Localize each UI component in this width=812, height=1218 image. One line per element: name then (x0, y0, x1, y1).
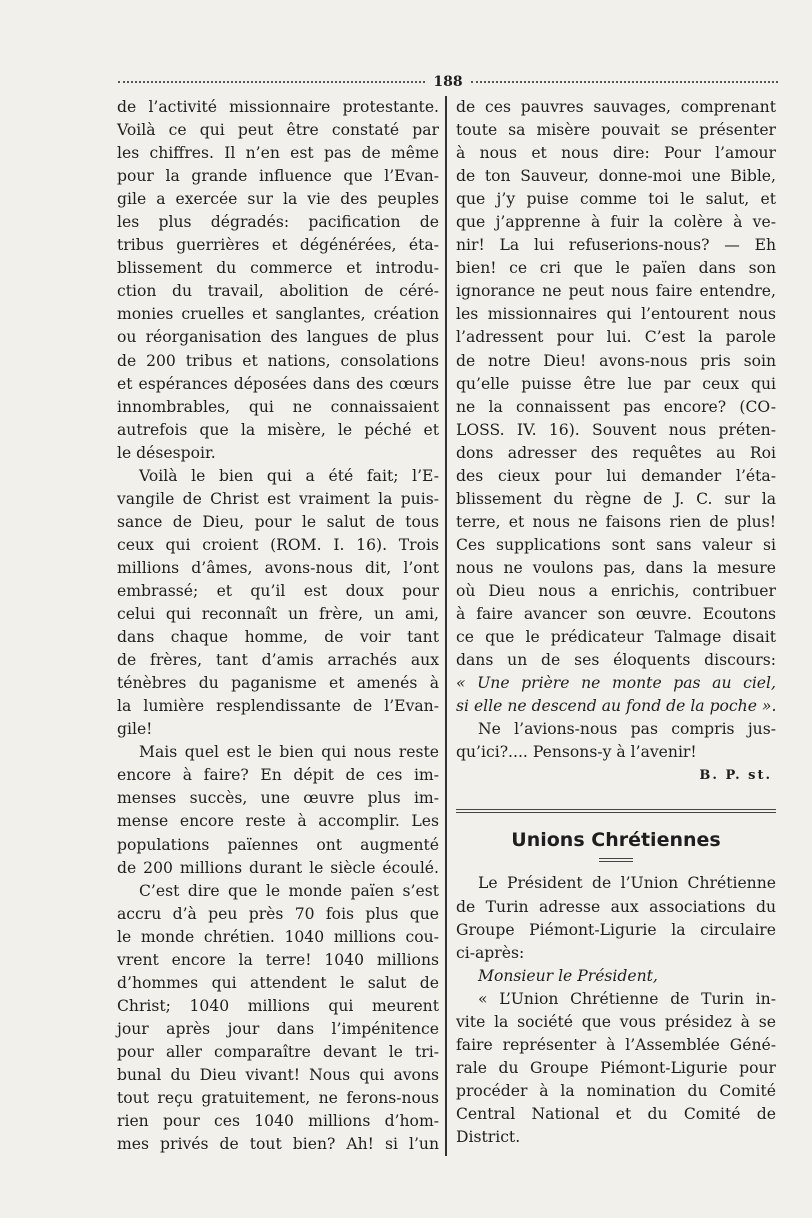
text-line: tribus guerrières et dégénérées, éta- (117, 236, 439, 255)
column-divider (445, 96, 447, 1156)
text-line: jour après jour dans l’impénitence (117, 1019, 439, 1038)
header-rule-right (471, 81, 778, 83)
page-number: 188 (433, 74, 463, 90)
text-line: rale du Groupe Piémont-Ligurie pour (456, 1058, 776, 1077)
text-line: ne la connaissent pas encore? (CO- (456, 397, 776, 416)
text-line: pour aller comparaître devant le tri- (117, 1042, 439, 1061)
text-line: qu’elle puisse être lue par ceux qui (456, 374, 776, 393)
text-line: blissement du commerce et introdu- (117, 259, 439, 278)
text-line: rien pour ces 1040 millions d’hom- (117, 1112, 439, 1131)
text-line: Voilà ce qui peut être constaté par (117, 121, 439, 140)
text-line: ction du travail, abolition de céré- (117, 282, 439, 301)
text-line: celui qui reconnaît un frère, un ami, (117, 605, 439, 624)
text-line: qu’ici?.... Pensons-y à l’avenir! (456, 743, 697, 762)
paragraph (456, 872, 776, 964)
text-line: Groupe Piémont-Ligurie la circulaire (456, 920, 776, 939)
text-line: d’hommes qui attendent le salut de (117, 973, 439, 992)
text-line: toute sa misère pouvait se présenter (456, 121, 776, 140)
paragraph (456, 965, 776, 988)
quote-line: « Une prière ne monte pas au ciel, (456, 674, 776, 693)
text-line: de 200 millions durant le siècle écoulé. (117, 858, 439, 877)
page-header (118, 74, 778, 90)
text-line: dans chaque homme, de voir tant (117, 628, 439, 647)
text-line: mense encore reste à accomplir. Les (117, 812, 439, 831)
paragraph (117, 96, 439, 465)
text-line: Le Président de l’Union Chrétienne (478, 874, 776, 893)
salutation: Monsieur le Président, (478, 966, 658, 985)
section-separator (456, 809, 776, 813)
text-line: de 200 tribus et nations, consolations (117, 351, 439, 370)
text-line: de Turin adresse aux associations du (456, 897, 776, 916)
text-line: et espérances déposées dans des cœurs (117, 374, 439, 393)
text-line: ce que le prédicateur Talmage disait (456, 628, 776, 647)
text-line: le désespoir. (117, 443, 216, 462)
text-line: nous ne voulons pas, dans la mesure (456, 558, 776, 577)
text-line: sance de Dieu, pour le salut de tous (117, 512, 439, 531)
paragraph (117, 880, 439, 1157)
text-line: de ton Sauveur, donne-moi une Bible, (456, 167, 776, 186)
text-line: ténèbres du paganisme et amenés à (117, 674, 439, 693)
text-line: terre, et nous ne faisons rien de plus! (456, 512, 776, 531)
text-line: faire représenter à l’Assemblée Géné- (456, 1035, 776, 1054)
text-line: procéder à la nomination du Comité (456, 1081, 776, 1100)
section-title: Unions Chrétiennes (511, 829, 721, 852)
paragraph (456, 988, 776, 1149)
text-line: à nous et nous dire: Pour l’amour (456, 144, 776, 163)
text-line: Mais quel est le bien qui nous reste (139, 743, 439, 762)
text-line: bien! ce cri que le païen dans son (456, 259, 776, 278)
text-line: tout reçu gratuitement, ne ferons-nous (117, 1089, 439, 1108)
text-line: ignorance ne peut nous faire entendre, (456, 282, 776, 301)
text-line: menses succès, une œuvre plus im- (117, 789, 439, 808)
text-line: LOSS. IV. 16). Souvent nous préten- (456, 420, 776, 439)
text-line: le monde chrétien. 1040 millions cou- (117, 927, 439, 946)
text-line: Voilà le bien qui a été fait; l’E- (139, 466, 439, 485)
text-line: accru d’à peu près 70 fois plus que (117, 904, 439, 923)
text-line: blissement du règne de J. C. sur la (456, 489, 776, 508)
paragraph (117, 465, 439, 742)
header-rule-left (118, 81, 425, 83)
text-line: de ces pauvres sauvages, comprenant (456, 98, 776, 116)
text-line: des cieux pour lui demander l’éta- (456, 466, 776, 485)
text-line: monies cruelles et sanglantes, création (117, 305, 439, 324)
title-rule (599, 858, 633, 862)
text-line: ci-après: (456, 943, 525, 962)
text-line: populations païennes ont augmenté (117, 835, 439, 854)
text-line: bunal du Dieu vivant! Nous qui avons (117, 1065, 439, 1084)
text-line: les chiffres. Il n’en est pas de même (117, 144, 439, 163)
text-line: autrefois que la misère, le péché et (117, 420, 439, 439)
text-line: Ces supplications sont sans valeur si (456, 535, 776, 554)
text-line: nir! La lui refuserions-nous? — Eh (456, 236, 776, 255)
text-line: vite la société que vous présidez à se (456, 1012, 776, 1031)
quote-line: si elle ne descend au fond de la poche ». (456, 697, 777, 716)
paragraph (456, 718, 776, 764)
text-line: gile a exercée sur la vie des peuples (117, 190, 439, 209)
signature: B. P. st. (699, 768, 772, 784)
text-line: Christ; 1040 millions qui meurent (117, 996, 439, 1015)
text-line: District. (456, 1127, 521, 1146)
text-line: innombrables, qui ne connaissaient (117, 397, 439, 416)
text-line: les missionnaires qui l’entourent nous (456, 305, 776, 324)
text-line: millions d’âmes, avons-nous dit, l’ont (117, 558, 439, 577)
text-line: « L’Union Chrétienne de Turin in- (478, 989, 776, 1008)
text-line: embrassé; et qu’il est doux pour (117, 581, 439, 600)
text-line: C’est dire que le monde païen s’est (139, 881, 439, 900)
text-line: dans un de ses éloquents discours: (456, 651, 776, 670)
right-column (456, 96, 776, 1149)
text-line: de frères, tant d’amis arrachés aux (117, 651, 439, 670)
text-line: dons adresser des requêtes au Roi (456, 443, 776, 462)
text-line: Ne l’avions-nous pas compris jus- (478, 720, 776, 739)
text-line: l’adressent pour lui. C’est la parole (456, 328, 776, 347)
text-line: ou réorganisation des langues de plus (117, 328, 439, 347)
text-line: ceux qui croient (ROM. I. 16). Trois (117, 535, 439, 554)
text-line: à faire avancer son œuvre. Ecoutons (456, 605, 776, 624)
paragraph (456, 96, 776, 718)
left-column (117, 96, 439, 1156)
text-line: vrent encore la terre! 1040 millions (117, 950, 439, 969)
text-line: que j’y puise comme toi le salut, et (456, 190, 776, 209)
text-line: pour la grande influence que l’Evan- (117, 167, 439, 186)
text-line: encore à faire? En dépit de ces im- (117, 766, 439, 785)
text-line: vangile de Christ est vraiment la puis- (117, 489, 439, 508)
text-line: mes privés de tout bien? Ah! si l’un (117, 1135, 439, 1154)
text-line: où Dieu nous a enrichis, contribuer (456, 581, 776, 600)
paragraph (117, 741, 439, 879)
text-line: la lumière resplendissante de l’Evan- (117, 697, 439, 716)
text-line: que j’apprenne à fuir la colère à ve- (456, 213, 776, 232)
text-line: gile! (117, 720, 153, 739)
text-line: de notre Dieu! avons-nous pris soin (456, 351, 776, 370)
text-line: les plus dégradés: pacification de (117, 213, 439, 232)
text-line: de l’activité missionnaire protestante. (117, 98, 439, 116)
text-line: Central National et du Comité de (456, 1104, 776, 1123)
